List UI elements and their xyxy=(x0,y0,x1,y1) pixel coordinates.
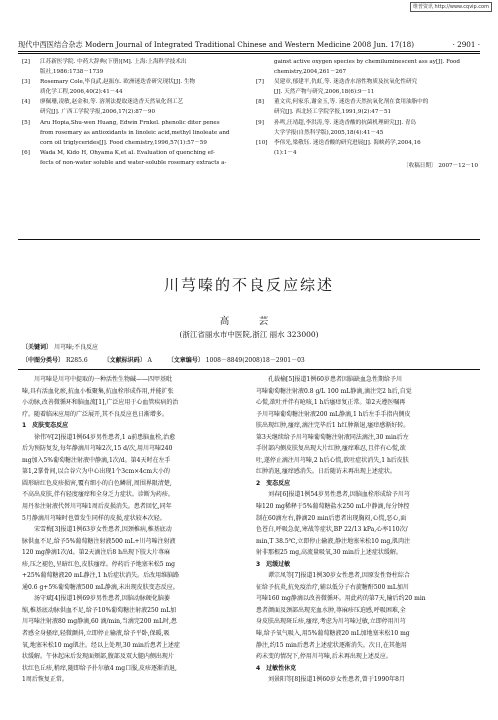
body-text-line: 吐,遂停止滴注川芎嗪,2 h后心慌,欲吐症状消失,1 h后皮肤 xyxy=(256,456,409,464)
references-right xyxy=(256,57,482,171)
reference-number xyxy=(22,138,40,148)
body-text-line: 制在60滴左右,静滴20 min后患者出现胸闷,心慌,恶心,面 xyxy=(256,514,407,522)
reference-number: [10] xyxy=(256,139,268,146)
watermark-badge: 维普资讯 http://www.cqvip.com xyxy=(410,2,492,12)
reference-line xyxy=(256,107,482,117)
reference-line xyxy=(256,77,482,87)
body-text-line: 氧,地塞米松10 mg肌注。经以上处理,30 min后患者上述症 xyxy=(22,641,180,649)
body-text-line: 不高出皮肤,伴有轻度瘙痒和全身乏力症状。诊断为药疹。 xyxy=(22,491,174,499)
reference-number xyxy=(256,57,274,67)
references-left xyxy=(22,57,247,168)
body-text-line: 红肿消退,瘙痒感消失。日后随访未再出现上述症状。 xyxy=(256,468,396,476)
reference-text: Rosemary Cole,毕良武,赵振东. 欧洲迷迭香研究现状[J]. 生物 xyxy=(40,79,196,86)
reference-line xyxy=(22,87,247,97)
reference-number: [4] xyxy=(22,99,30,106)
body-text-line: 徐伟军[2]报道1例64岁男性患者,1 a前患脑血栓,治愈 xyxy=(22,433,176,441)
body-text-line: 芎嗪葡萄糖注射液0.8 g/L 100 mL静滴,滴注完2 h后,自觉 xyxy=(256,387,412,395)
reference-text: 研究[J]. 广西工学院学报,2006,17(2):87－90 xyxy=(40,109,156,116)
reference-number xyxy=(256,67,274,77)
body-text-line: 第3天继续给予川芎嗪葡萄糖注射液同法滴注,30 min后左 xyxy=(256,433,409,441)
received-date: 〔收稿日期〕 2007－12－10 xyxy=(403,162,478,169)
reference-number xyxy=(256,148,274,158)
section-divider xyxy=(18,239,480,240)
body-text-line: 患者颜面及颈部出现充血水肿,荨麻疹压迫感,呼吸困难,全 xyxy=(256,606,406,614)
body-text-line: 征给予抗炎,抗免疫治疗,辅以低分子右旋糖酐500 mL加川 xyxy=(256,583,409,591)
header-rule-thin xyxy=(18,53,480,54)
body-text-line: 静注,约15 min后患者上述症状逐渐消失。次日,在其他用 xyxy=(256,641,407,649)
reference-line xyxy=(22,138,247,148)
body-text-line: 芎嗪160 mg静滴以改善微循环。用此药的第7天,输后约20 min xyxy=(256,595,426,603)
reference-text: 吴建章,郁建平,仇虹,等. 迷迭香水溶性物质及抗氧化性研究 xyxy=(274,79,418,86)
body-text-line: 手肘部内侧皮肤复出现大片红肿,瘙痒难忍,且伴有心慌,欲 xyxy=(256,445,406,453)
body-text-line: min,T 38.5℃,立即停止输液,静注地塞米松10 mg,肌肉注 xyxy=(256,537,411,545)
body-text-line: 川芎嗪是川芎中提取的一种活性生物碱——四甲基吡 xyxy=(22,376,173,383)
body-text-line: 嗪,给予氧气吸入,用5%葡萄糖液20 mL加地塞米松10 mg xyxy=(256,630,410,638)
reference-line xyxy=(22,158,247,168)
reference-line xyxy=(22,67,247,77)
reference-line xyxy=(22,97,247,107)
reference-number xyxy=(22,87,40,97)
body-text-line: 宋雪梅[3]报道1例63岁女性患者,因颈椎病,椎基底动 xyxy=(22,526,172,534)
reference-text: 质化学工程,2006,40(2):41－44 xyxy=(40,89,123,96)
reference-text: 版社,1986:1738－1739 xyxy=(40,69,104,76)
body-text-line: 缩,椎基底动脉供血不足,给予10%葡萄糖注射液250 mL加 xyxy=(22,606,177,614)
reference-number: [2] xyxy=(22,59,30,65)
author-affiliation: (浙江省丽水市中医院,浙江 丽水 323000) xyxy=(179,330,319,339)
reference-line xyxy=(256,128,482,138)
body-text-line: 状缓解。午休起床后发现面颊部,腹部及双大腿内侧出现片 xyxy=(22,653,174,661)
reference-number xyxy=(22,107,40,117)
reference-text: 研究[J]. 西北轻工学院学报,1991,9(2):47－51 xyxy=(274,109,392,116)
body-text-line: mg加入5%葡萄糖注射液中静滴,1次/d。第4天时在左手 xyxy=(22,456,171,464)
reference-text: from rosemary as antioxidants in linoleic acid,methyl linoleate and xyxy=(40,129,230,136)
doc-label: 〔文献标识码〕 xyxy=(103,357,146,364)
article-number-label: 〔文章编号〕 xyxy=(167,357,204,364)
reference-line xyxy=(256,87,482,97)
article-title: 川芎嗪的不良反应综述 xyxy=(163,276,334,294)
reference-number: [5] xyxy=(22,119,30,126)
section-heading: 3 迟缓过敏 xyxy=(256,560,291,568)
doc-value: A xyxy=(147,357,152,364)
body-text-line: 小动脉,改善微循环和脑血流[1],广泛应用于心血管疾病的治 xyxy=(22,399,179,407)
section-heading: 1 皮肤变态反应 xyxy=(22,422,69,430)
reference-text: 廖佩珊,凌敏,赵金和,等. 溶剂法提取迷迭香天然氧化剂工艺 xyxy=(40,99,184,106)
reference-line xyxy=(22,148,247,158)
reference-line xyxy=(256,97,482,107)
reference-number xyxy=(256,87,274,97)
body-text-line: 刘景阳等[8]报道1例60岁女性患者,曾于1990年8月 xyxy=(256,676,405,684)
body-text-line: 予川芎嗪葡萄糖注射液200 mL静滴,1 h后左手手指内侧皮 xyxy=(256,410,411,418)
reference-line xyxy=(22,118,247,128)
meta-rule xyxy=(18,369,480,370)
reference-number xyxy=(256,128,274,138)
reference-line xyxy=(256,118,482,128)
reference-number: [8] xyxy=(256,99,264,106)
reference-number: [9] xyxy=(256,119,264,126)
body-text-line: 状红色丘疹,稍痒,随即给予扑尔敏4 mg口服,皮疹逐渐消退, xyxy=(22,664,177,672)
section-heading: 2 变态反应 xyxy=(256,479,291,487)
reference-text: corn oil triglycerides[J]. Food chemistry,1996,57(1):57－59 xyxy=(40,139,207,146)
keywords-value: 川芎嗪;不良反应 xyxy=(53,344,98,351)
body-text-line: 疗。随着临床应用的广泛展开,其不良反应也日渐增多。 xyxy=(22,410,168,418)
reference-line xyxy=(22,128,247,138)
reference-text: [J]. 天然产物与研究,2006,18(6):9－11 xyxy=(274,89,375,96)
reference-number: [6] xyxy=(22,149,30,156)
reference-line xyxy=(22,57,247,67)
body-text-line: 刘春[6]报道1例54岁男性患者,因脑血栓形成给予川芎 xyxy=(256,491,410,499)
reference-text: 江苏新医学院. 中药大辞典(下册)[M]. 上海:上海科学技术出 xyxy=(40,59,187,65)
reference-text: chemistry,2004,261－267 xyxy=(274,69,347,76)
body-column-right xyxy=(256,374,482,686)
reference-text: 孙鸣,汪靖超,李洪涛,等. 迷迭香酸的抗菌机理研究[J]. 青岛 xyxy=(274,119,417,126)
reference-text: 大学学报(自然科学版),2005,18(4):41－45 xyxy=(274,129,384,136)
body-text-line: 药未变的情况下,停用川芎嗪,后未再出现上述反应。 xyxy=(256,653,392,661)
running-header xyxy=(18,40,480,50)
clc-label: 〔中图分类号〕 xyxy=(22,357,65,364)
keywords-label: 〔关键词〕 xyxy=(22,344,53,351)
author-name: 高 芸 xyxy=(219,316,279,327)
keywords-line xyxy=(22,342,98,351)
reference-text: Aru Hopia,Shu-wen Huang, Edwin Frnkel. phenolic diter penes xyxy=(40,119,220,126)
reference-line xyxy=(256,57,482,67)
reference-number xyxy=(22,158,40,168)
body-text-line: 肤出现红肿,瘙痒,滴注完毕后1 h红肿渐退,瘙痒感渐好转。 xyxy=(256,422,410,430)
classification-line xyxy=(22,355,305,364)
reference-number: [3] xyxy=(22,79,30,86)
body-text-line: 谭宗凤等[7]报道1例30岁女性患者,因原发性脊柱综合 xyxy=(256,572,410,580)
body-text-line: 120 mg静滴1次/d。第2天滴注后8 h出现下肢大片荨麻 xyxy=(22,549,170,557)
section-heading: 4 过敏性休克 xyxy=(256,664,297,672)
reference-number xyxy=(256,107,274,117)
header-rule xyxy=(18,51,480,52)
body-text-line: 川芎嗪注射液80 mg静滴,60 滴/min,当滴完200 mL时,患 xyxy=(22,618,177,626)
reference-number xyxy=(22,67,40,77)
body-text-line: 汤守斌[4]报道1例69岁男性患者,因脑动脉硬化脑萎 xyxy=(22,595,170,603)
body-column-left xyxy=(22,374,246,686)
body-text-line: 第1,2掌骨间,以合谷穴为中心出现1个3cm×4cm大小的 xyxy=(22,468,171,476)
reference-line xyxy=(256,67,482,77)
reference-text: fects of non-water soluble and water-soluble rosemary extracts a- xyxy=(40,159,227,166)
body-text-line: 通0.6 g+5%葡萄糖液500 mL静滴,未出现皮肤变态反应。 xyxy=(22,583,179,591)
body-text-line: 1周后恢复正常。 xyxy=(22,676,68,684)
reference-line xyxy=(256,138,482,148)
body-text-line: 嗪,具有活血化瘀,抗血小板聚集,抗血栓形成作用,并能扩张 xyxy=(22,387,174,395)
body-text-line: 圆形暗红色皮疹损害,覆有细小的白色鳞屑,周围界限清楚, xyxy=(22,479,172,487)
reference-number xyxy=(22,128,40,138)
reference-line xyxy=(22,77,247,87)
body-text-line: +25%葡萄糖液20 mL静注,1 h后症状消失。后改用维脑路 xyxy=(22,572,180,580)
reference-number: [7] xyxy=(256,79,264,86)
journal-title: 现代中西医结合杂志 Modern Journal of Integrated Traditional Chinese and Western Medicine 2008 Jun. 17(18) xyxy=(18,40,415,49)
reference-text: gainst active oxygen species by chemiluminescent ass ay[J]. Food xyxy=(274,59,460,65)
body-text-line: 心慌,欲吐并伴有呛咳,1 h后瘙痒复正常。第2天遵医嘱再 xyxy=(256,399,406,407)
article-number-value: 1008－8849(2008)18－2901－03 xyxy=(205,357,305,364)
reference-text: Wada M, Kido H, Ohyama K,et al. Evaluation of quenching ef- xyxy=(40,149,215,156)
body-text-line: 身皮肤出现斑丘疹,瘙痒,考虑为川芎嗪过敏,立即停用川芎 xyxy=(256,618,406,626)
reference-line xyxy=(22,107,247,117)
reference-line xyxy=(256,148,482,158)
body-text-line: 者感全身搔痒,轻微颤抖,立即停止输液,给予平卧,保暖,吸 xyxy=(22,630,170,638)
body-text-line: 色苍白,呼吸急促,寒战等症状,BP 22/13 kPa,心率110次/ xyxy=(256,526,408,534)
reference-text: 李伟光,梁敬钰. 迷迭香酸的研究进展[J]. 海峡药学,2004,16 xyxy=(274,139,421,146)
body-text-line: 用丹参注射液代替川芎嗪1周后皮损消失。患者回忆,同年 xyxy=(22,503,172,511)
reference-text: (1):1－4 xyxy=(274,149,297,156)
clc-value: R285.6 xyxy=(65,357,88,364)
page-number: · 2901 · xyxy=(452,40,480,49)
body-text-line: 5月静滴川芎嗪时也曾发生同样的皮损,症状较本次轻。 xyxy=(22,514,166,522)
body-text-line: 孔载榆[5]报道1例60岁患者因脑缺血急性期给予川 xyxy=(256,376,402,383)
body-text-line: 疹,压之褪色,呈暗红色,皮肤瘙痒。停药后予地塞米松5 mg xyxy=(22,560,175,568)
reference-text: 董文宾,何家乐,谢金玉,等. 迷迭香天然抗氧化剂在食用油脂中的 xyxy=(274,99,429,106)
body-text-line: 射非那根25 mg,高流量吸氧,30 min后上述症状缓解。 xyxy=(256,549,402,557)
body-text-line: 脉供血不足,给予5%葡萄糖注射液500 mL+川芎嗪注射液 xyxy=(22,537,176,545)
body-text-line: 后为预防复发,每年静滴川芎嗪2次,15 d/次,用川芎嗪240 xyxy=(22,445,173,453)
body-text-line: 嗪120 mg稀释于5%葡萄糖盐水250 mL中静滴,每分钟控 xyxy=(256,503,410,511)
